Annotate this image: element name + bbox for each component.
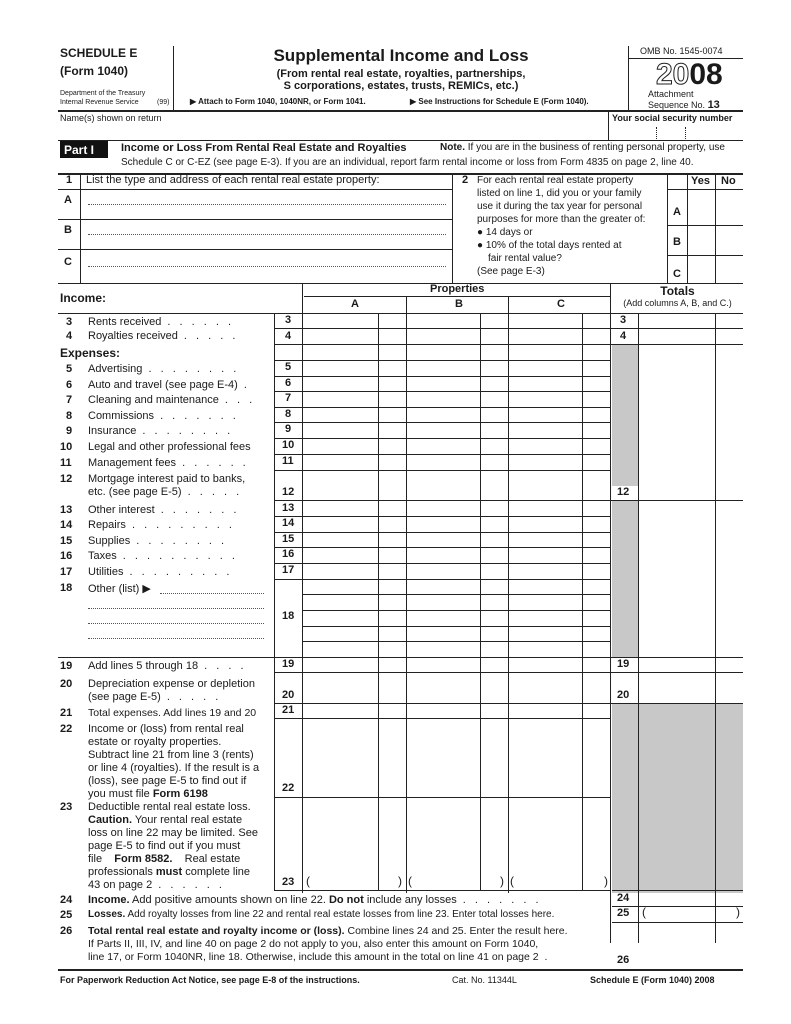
paren-23a-close: ) <box>398 874 402 888</box>
attachment-label: Attachment <box>648 89 694 99</box>
box-9: 9 <box>285 423 292 435</box>
total-box-4: 4 <box>620 330 627 342</box>
omb-number: OMB No. 1545-0074 <box>640 46 723 56</box>
yes-header: Yes <box>691 175 710 187</box>
column-a-header: A <box>351 298 359 310</box>
arrow-right-icon: ▶ <box>190 97 197 106</box>
line-13-number: 13 <box>60 504 73 516</box>
line-2-question: For each rental real estate property listed on line 1, did you or your family use it during the tax year for personal purposes for more than the greater of: ● 14 days or ● 10% of the total days rented at fair rental value? (See page E-3) <box>477 175 646 277</box>
form-title: Supplemental Income and Loss <box>273 46 529 65</box>
line-2-prop-a: A <box>673 206 681 218</box>
box-15: 15 <box>282 533 295 545</box>
box-8: 8 <box>285 408 292 420</box>
line-20-text: Depreciation expense or depletion (see page E-5) . . . . . <box>88 678 255 703</box>
line-19-number: 19 <box>60 660 73 672</box>
line-24-number: 24 <box>60 894 73 906</box>
total-box-3: 3 <box>620 314 627 326</box>
box-19: 19 <box>282 658 295 670</box>
line-24-text: Income. Add positive amounts shown on line 22. Do not include any losses . . . . . . . <box>88 894 542 906</box>
dept-irs: Internal Revenue Service <box>60 99 139 106</box>
line-4-text: Royalties received . . . . . <box>88 330 239 342</box>
line-3-number: 3 <box>66 316 73 328</box>
lines-20-23-amount-inputs[interactable] <box>303 673 609 889</box>
line-21-text: Total expenses. Add lines 19 and 20 <box>88 707 257 719</box>
line-20-number: 20 <box>60 678 73 690</box>
box-21: 21 <box>282 704 295 716</box>
line-20-total-input[interactable] <box>639 673 742 702</box>
line-10-text: Legal and other professional fees <box>88 441 251 453</box>
total-box-24: 24 <box>617 892 630 904</box>
box-18: 18 <box>282 610 295 622</box>
other-expense-2-input[interactable] <box>86 596 268 610</box>
sequence-label: Sequence No. 13 <box>648 99 720 111</box>
arrow-right-icon: ▶ <box>410 97 417 106</box>
line-19-total-input[interactable] <box>639 658 742 672</box>
ssn-input[interactable] <box>610 124 743 139</box>
line-15-text: Supplies . . . . . . . . <box>88 535 228 547</box>
line-18-number: 18 <box>60 582 73 594</box>
line-26-number: 26 <box>60 925 73 937</box>
name-input[interactable] <box>58 112 608 136</box>
expense-amount-inputs[interactable] <box>303 345 609 656</box>
paren-23c-close: ) <box>604 874 608 888</box>
line-16-text: Taxes . . . . . . . . . . <box>88 550 238 562</box>
paren-close-25: ) <box>736 905 740 919</box>
part-1-note: Note. If you are in the business of renting personal property, use <box>440 142 725 153</box>
dept-code: (99) <box>157 99 170 106</box>
line-19-text: Add lines 5 through 18 . . . . <box>88 660 247 672</box>
box-23: 23 <box>282 876 295 888</box>
line-22-text: Income or (loss) from rental real estate or royalty properties. Subtract line 21 from line 3 (rents) or line 4 (royalties). If the result is a (loss), see page E-5 to find out if you must file Form 6198 <box>88 723 260 800</box>
box-16: 16 <box>282 548 295 560</box>
expenses-heading: Expenses: <box>60 346 121 360</box>
box-22: 22 <box>282 782 295 794</box>
line-17-number: 17 <box>60 566 73 578</box>
line-12-text: Mortgage interest paid to banks, etc. (see page E-5) . . . . . <box>88 473 246 498</box>
paren-23a-open: ( <box>306 874 310 888</box>
line-6-number: 6 <box>66 379 73 391</box>
form-subtitle-1: (From rental real estate, royalties, partnerships, <box>276 68 526 80</box>
line-1-prop-b: B <box>64 224 72 236</box>
column-b-header: B <box>455 298 463 310</box>
box-11: 11 <box>282 455 294 467</box>
line-3-total-input[interactable] <box>639 314 742 328</box>
paren-open-25: ( <box>642 905 646 919</box>
line-10-number: 10 <box>60 441 73 453</box>
tax-year: 2008 <box>656 58 723 91</box>
line-18-text: Other (list) ▶ <box>88 583 151 595</box>
part-1-title: Income or Loss From Rental Real Estate and Royalties <box>121 142 407 154</box>
line-8-text: Commissions . . . . . . . <box>88 410 239 422</box>
box-6: 6 <box>285 377 292 389</box>
prop-c-yes-checkbox[interactable] <box>688 256 714 282</box>
line-25-number: 25 <box>60 909 73 921</box>
paren-23b-open: ( <box>408 874 412 888</box>
catalog-number: Cat. No. 11344L <box>452 975 517 985</box>
income-heading: Income: <box>60 291 107 305</box>
ssn-label: Your social security number <box>612 113 733 123</box>
totals-heading: Totals <box>660 284 695 298</box>
line-11-number: 11 <box>60 457 72 469</box>
line-7-number: 7 <box>66 394 73 406</box>
prop-c-no-checkbox[interactable] <box>716 256 742 282</box>
other-expense-1-input[interactable] <box>158 580 268 595</box>
line-11-text: Management fees . . . . . . <box>88 457 249 469</box>
line-25-text: Losses. Add royalty losses from line 22 and rental real estate losses from line 23. Enter total losses here. <box>88 909 555 920</box>
total-box-26: 26 <box>617 954 630 966</box>
paren-23c-open: ( <box>510 874 514 888</box>
line-23-text: Deductible rental real estate loss. Caution. Your rental real estate loss on line 22 may be limited. See page E-5 to find out if you must file Form 8582. Real estate professionals must complete line 43 on page 2 . . . . . . <box>88 801 258 891</box>
line-5-number: 5 <box>66 363 73 375</box>
part-1-note-line-2: Schedule C or C-EZ (see page E-3). If you are an individual, report farm rental income or loss from Form 4835 on page 2, line 40. <box>121 157 694 168</box>
box-7: 7 <box>285 392 292 404</box>
line-3-text: Rents received . . . . . . <box>88 316 235 328</box>
schedule-title: SCHEDULE E <box>60 46 138 60</box>
line-14-text: Repairs . . . . . . . . . <box>88 519 235 531</box>
line-4-number: 4 <box>66 330 73 342</box>
box-12: 12 <box>282 486 295 498</box>
other-expense-3-input[interactable] <box>86 611 268 625</box>
box-17: 17 <box>282 564 295 576</box>
line-23-number: 23 <box>60 801 73 813</box>
line-12-total-input[interactable] <box>639 471 742 499</box>
attach-instruction: ▶ Attach to Form 1040, 1040NR, or Form 1041. <box>190 97 366 106</box>
total-box-12: 12 <box>617 486 630 498</box>
see-instructions: ▶ See Instructions for Schedule E (Form 1040). <box>410 97 589 106</box>
line-24-total-input[interactable] <box>639 891 742 905</box>
line-3-amount-inputs[interactable] <box>303 314 609 328</box>
prop-b-no-checkbox[interactable] <box>716 226 742 254</box>
form-subtitle-2: S corporations, estates, trusts, REMICs, etc.) <box>283 80 519 92</box>
line-16-number: 16 <box>60 550 73 562</box>
line-8-number: 8 <box>66 410 73 422</box>
line-1-prop-c: C <box>64 256 72 268</box>
prop-a-no-checkbox[interactable] <box>716 190 742 224</box>
prop-b-yes-checkbox[interactable] <box>688 226 714 254</box>
name-shown-label: Name(s) shown on return <box>60 113 162 123</box>
other-expense-4-input[interactable] <box>86 626 268 640</box>
line-21-number: 21 <box>60 707 73 719</box>
line-2-number: 2 <box>462 174 469 186</box>
total-box-19: 19 <box>617 658 630 670</box>
line-7-text: Cleaning and maintenance . . . <box>88 394 256 406</box>
part-1-label: Part I <box>60 141 108 158</box>
line-17-text: Utilities . . . . . . . . . <box>88 566 233 578</box>
line-1-text: List the type and address of each rental real estate property: <box>86 174 380 186</box>
line-13-text: Other interest . . . . . . . <box>88 504 240 516</box>
line-26-text: Total rental real estate and royalty income or (loss). Combine lines 24 and 25. Enter the result here. If Parts II, III, IV, and line 40 on page 2 do not apply to you, also enter this amount on Form 1040, line 17, or Form 1040NR, line 18. Otherwise, include this amount in the total on line 41 on page 2 . <box>88 925 568 963</box>
line-15-number: 15 <box>60 535 73 547</box>
footer-form-id: Schedule E (Form 1040) 2008 <box>590 975 715 985</box>
total-box-25: 25 <box>617 907 630 919</box>
column-c-header: C <box>557 298 565 310</box>
box-5: 5 <box>285 361 292 373</box>
form-number: (Form 1040) <box>60 64 129 78</box>
property-c-address-input[interactable] <box>82 250 450 282</box>
line-25-total-input[interactable] <box>639 907 742 921</box>
line-9-number: 9 <box>66 425 73 437</box>
line-26-total-input[interactable] <box>639 923 742 968</box>
line-1-number: 1 <box>66 174 73 186</box>
paperwork-notice: For Paperwork Reduction Act Notice, see page E-8 of the instructions. <box>60 975 360 985</box>
dept-treasury: Department of the Treasury <box>60 90 146 97</box>
bullet-icon: ● <box>477 240 484 251</box>
properties-heading: Properties <box>430 283 485 295</box>
line-2-prop-b: B <box>673 236 681 248</box>
no-header: No <box>721 175 736 187</box>
paren-23b-close: ) <box>500 874 504 888</box>
line-4-total-input[interactable] <box>639 329 742 343</box>
bullet-icon: ● <box>477 227 484 238</box>
property-a-address-input[interactable] <box>82 190 450 218</box>
line-6-text: Auto and travel (see page E-4) . <box>88 379 250 391</box>
line-1-prop-a: A <box>64 194 72 206</box>
box-14: 14 <box>282 517 295 529</box>
line-22-number: 22 <box>60 723 73 735</box>
box-20: 20 <box>282 689 295 701</box>
line-5-text: Advertising . . . . . . . . <box>88 363 240 375</box>
box-3: 3 <box>285 314 292 326</box>
prop-a-yes-checkbox[interactable] <box>688 190 714 224</box>
line-4-amount-inputs[interactable] <box>303 329 609 343</box>
line-14-number: 14 <box>60 519 73 531</box>
total-box-20: 20 <box>617 689 630 701</box>
line-2-prop-c: C <box>673 268 681 280</box>
property-b-address-input[interactable] <box>82 220 450 248</box>
line-9-text: Insurance . . . . . . . . <box>88 425 234 437</box>
box-4: 4 <box>285 330 292 342</box>
box-13: 13 <box>282 502 295 514</box>
line-12-number: 12 <box>60 473 73 485</box>
box-10: 10 <box>282 439 295 451</box>
totals-subheading: (Add columns A, B, and C.) <box>623 298 732 308</box>
